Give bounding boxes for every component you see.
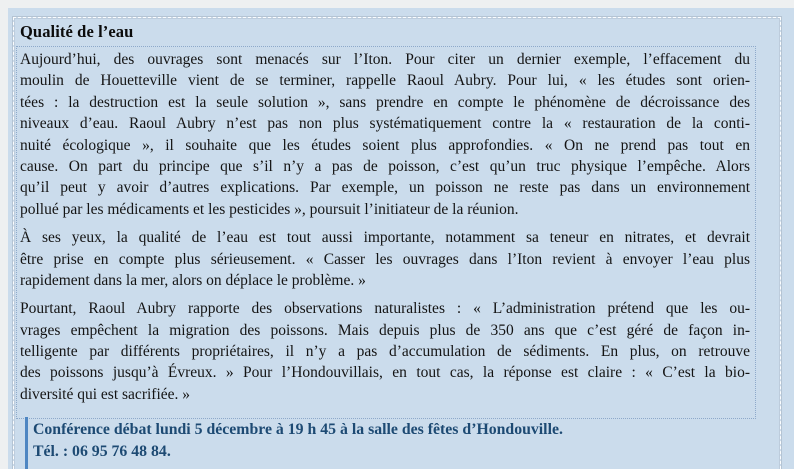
text-line: pollué par les médicaments et les pesticides », poursuit l’initiateur de la réunion. <box>20 200 519 218</box>
text-line: tées : la destruction est la seule solution », sans prendre en compte le phénomène de décroissance des <box>20 93 750 111</box>
text-line: telligente par différents propriétaires, il n’y a pas d’accumulation de sédiments. En plus, on retrouve <box>20 343 750 361</box>
paragraph <box>20 298 750 405</box>
text-line: qu’il peut y avoir d’autres explications. Par exemple, un poisson ne reste pas dans un environnement <box>20 179 750 197</box>
article-body <box>20 49 750 412</box>
footer-accent-bar <box>25 417 28 469</box>
text-line: À ses yeux, la qualité de l’eau est tout aussi importante, notamment sa teneur en nitrates, et devrait <box>20 229 750 247</box>
text-line: niveaux d’eau. Raoul Aubry n’est pas non plus systématiquement contre la « restauration de la conti- <box>20 115 750 133</box>
phone-line: Tél. : 06 95 76 48 84. <box>33 443 171 460</box>
article-title: Qualité de l’eau <box>20 22 134 41</box>
text-line: nuité écologique », il souhaite que les études soient plus approfondies. « On ne prend pas tout en <box>20 136 750 154</box>
conference-note <box>33 419 753 463</box>
text-line: moulin de Houetteville vient de se terminer, rappelle Raoul Aubry. Pour lui, « les études sont orien- <box>20 72 750 90</box>
text-line: vrages empêchent la migration des poissons. Mais depuis plus de 350 ans que c’est géré de façon in- <box>20 321 750 339</box>
text-line: diversité qui est sacrifiée. » <box>20 385 191 403</box>
conference-date-line: Conférence débat lundi 5 décembre à 19 h 45 à la salle des fêtes d’Hondouville. <box>33 421 563 438</box>
paragraph <box>20 49 750 220</box>
text-line: Pourtant, Raoul Aubry rapporte des observations naturalistes : « L’administration prétend que les ou- <box>20 300 750 318</box>
paragraph <box>20 227 750 291</box>
text-line: cause. On part du principe que s’il n’y a pas de poisson, c’est qu’un truc physique l’empêche. Alors <box>20 157 750 175</box>
text-line: des poissons jusqu’à Évreux. » Pour l’Hondouvillais, en tout cas, la réponse est claire : « C’est la bio- <box>20 364 750 382</box>
text-line: être prise en compte plus sérieusement. « Casser les ouvrages dans l’Iton revient à envoyer l’eau plus <box>20 250 750 268</box>
text-line: Aujourd’hui, des ouvrages sont menacés sur l’Iton. Pour citer un dernier exemple, l’effacement du <box>20 51 750 68</box>
text-line: rapidement dans la mer, alors on déplace le problème. » <box>20 271 366 289</box>
